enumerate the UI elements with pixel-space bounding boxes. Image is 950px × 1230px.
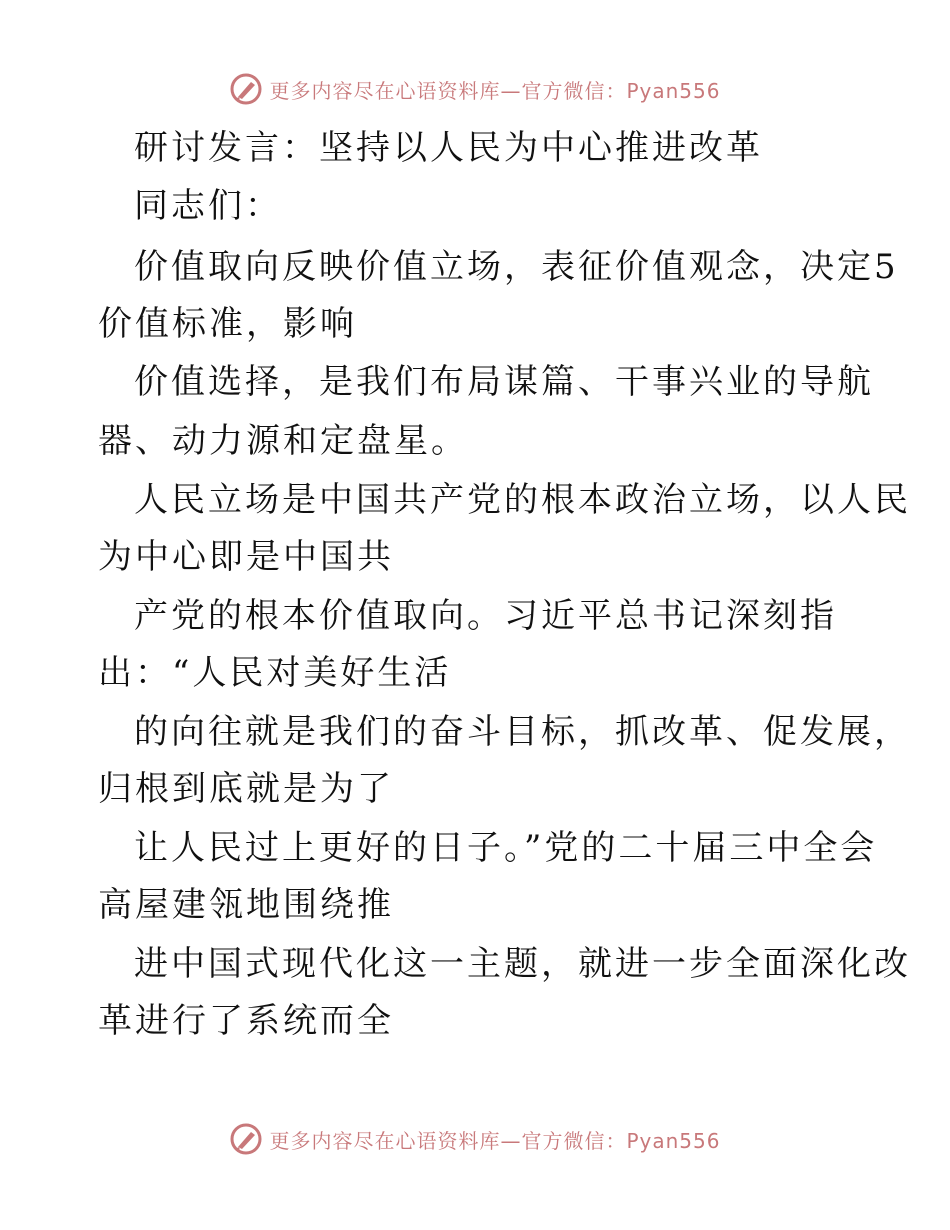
watermark-text: 更多内容尽在心语资料库—官方微信：Pyan556 [269, 1128, 721, 1153]
paragraph-line: 出：“人民对美好生活 [98, 653, 452, 693]
paragraph-line: 人民立场是中国共产党的根本政治立场，以人民 [134, 480, 911, 520]
paragraph-line: 价值选择，是我们布局谋篇、干事兴业的导航 [134, 362, 874, 402]
paragraph-line: 价值取向反映价值立场，表征价值观念，决定5 [134, 247, 899, 287]
paragraph-line: 器、动力源和定盘星。 [98, 421, 468, 461]
paragraph-line: 的向往就是我们的奋斗目标，抓改革、促发展， [134, 712, 911, 752]
paragraph-line: 让人民过上更好的日子。”党的二十届三中全会 [134, 828, 878, 868]
watermark-footer [0, 1122, 950, 1156]
document-title: 研讨发言：坚持以人民为中心推进改革 [134, 128, 763, 168]
paragraph-line: 价值标准，影响 [98, 304, 357, 344]
paragraph-line: 进中国式现代化这一主题，就进一步全面深化改 [134, 944, 911, 984]
paragraph-line: 革进行了系统而全 [98, 1001, 394, 1041]
paragraph-line: 为中心即是中国共 [98, 537, 394, 577]
paragraph-line: 高屋建瓴地围绕推 [98, 885, 394, 925]
paragraph-line: 归根到底就是为了 [98, 769, 394, 809]
pen-circle-logo-icon [229, 72, 263, 106]
greeting: 同志们： [134, 186, 282, 226]
watermark-text: 更多内容尽在心语资料库—官方微信：Pyan556 [269, 78, 721, 103]
watermark-header [0, 72, 950, 106]
pen-circle-logo-icon [229, 1122, 263, 1156]
paragraph-line: 产党的根本价值取向。习近平总书记深刻指 [134, 596, 837, 636]
